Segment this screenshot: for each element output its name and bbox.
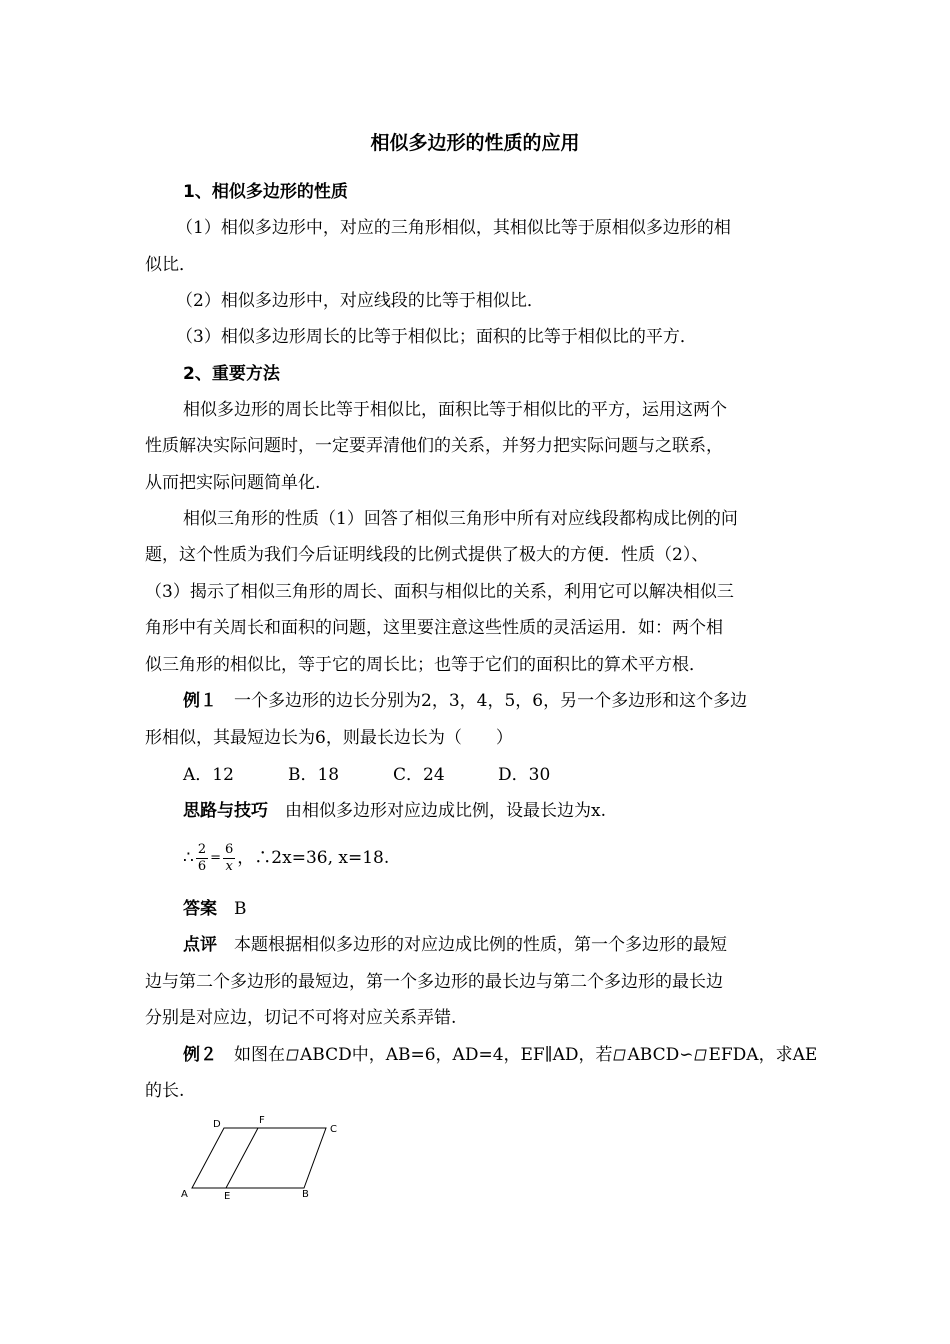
parallelogram-symbol-icon xyxy=(286,1049,299,1061)
property-2: （2）相似多边形中，对应线段的比等于相似比． xyxy=(176,291,544,311)
example1-options xyxy=(183,763,603,787)
segment-ef xyxy=(226,1128,258,1188)
property-1-line2: 似比． xyxy=(145,255,196,275)
example2-line1: 例２ 如图在 ABCD中，AB=6，AD=4，EF∥AD，若 ABCD∽ EFDA，求AE xyxy=(183,1045,818,1065)
method-para1-line1: 相似多边形的周长比等于相似比，面积比等于相似比的平方，运用这两个 xyxy=(183,400,727,420)
hint-label: 思路与技巧 xyxy=(183,801,268,821)
parallelogram-figure xyxy=(170,1108,360,1208)
comment-text: 本题根据相似多边形的对应边成比例的性质，第一个多边形的最短 xyxy=(217,935,727,955)
page-title: 相似多边形的性质的应用 xyxy=(370,132,580,154)
answer-value: B xyxy=(217,899,247,919)
method-para1-line3: 从而把实际问题简单化. xyxy=(145,473,321,493)
property-1-line1: （1）相似多边形中，对应的三角形相似，其相似比等于原相似多边形的相 xyxy=(176,218,731,238)
section1-heading: 1、相似多边形的性质 xyxy=(183,182,348,202)
method-para1-line2: 性质解决实际问题时，一定要弄清他们的关系，并努力把实际问题与之联系， xyxy=(145,436,723,456)
section2-heading: 2、重要方法 xyxy=(183,364,280,384)
solution-text: ，∴2x=36, x=18. xyxy=(237,848,390,868)
label-b: B xyxy=(302,1189,309,1200)
therefore-symbol: ∴ xyxy=(183,848,194,868)
method-para2-line1: 相似三角形的性质（1）回答了相似三角形中所有对应线段都构成比例的问 xyxy=(183,509,738,529)
fraction-2-over-6: $\frac{2}{6}$ xyxy=(197,842,207,874)
example1-line1 xyxy=(183,689,747,713)
example1-comment-line3: 分别是对应边，切记不可将对应关系弄错. xyxy=(145,1008,457,1028)
method-para2-line2: 题，这个性质为我们今后证明线段的比例式提供了极大的方便．性质（2）、 xyxy=(145,545,709,565)
method-para2-line4: 角形中有关周长和面积的问题，这里要注意这些性质的灵活运用．如：两个相 xyxy=(145,618,723,638)
option-a: A．12 xyxy=(183,765,234,785)
example1-label: 例１ xyxy=(183,691,217,711)
hint-text: 由相似多边形对应边成比例，设最长边为x. xyxy=(268,801,606,821)
property-3: （3）相似多边形周长的比等于相似比；面积的比等于相似比的平方． xyxy=(176,327,697,347)
example1-comment-line1 xyxy=(183,933,727,957)
label-f: F xyxy=(259,1115,265,1126)
option-c: C．24 xyxy=(393,765,445,785)
equals-sign: = xyxy=(210,850,222,866)
example1-line2: 形相似，其最短边长为6，则最长边长为（ ） xyxy=(145,728,513,748)
method-para2-line3: （3）揭示了相似三角形的周长、面积与相似比的关系，利用它可以解决相似三 xyxy=(145,582,734,602)
method-para2-line5: 似三角形的相似比，等于它的周长比；也等于它们的面积比的算术平方根． xyxy=(145,655,706,675)
option-d: D．30 xyxy=(498,765,551,785)
label-c: C xyxy=(330,1124,337,1135)
label-e: E xyxy=(224,1191,231,1202)
example1-solution xyxy=(183,838,389,879)
example2-label: 例２ xyxy=(183,1045,217,1065)
fraction-6-over-x: $\frac{6}{x}$ xyxy=(225,842,234,874)
comment-label: 点评 xyxy=(183,935,217,955)
parallelogram-abcd xyxy=(192,1128,326,1188)
example1-comment-line2: 边与第二个多边形的最短边，第一个多边形的最长边与第二个多边形的最长边 xyxy=(145,972,723,992)
example2-line2: 的长. xyxy=(145,1081,185,1101)
option-b: B．18 xyxy=(288,765,340,785)
answer-label: 答案 xyxy=(183,899,217,919)
parallelogram-symbol-icon xyxy=(613,1049,626,1061)
parallelogram-symbol-icon xyxy=(694,1049,707,1061)
example1-text: 一个多边形的边长分别为2，3，4，5，6，另一个多边形和这个多边 xyxy=(217,691,748,711)
label-d: D xyxy=(213,1119,221,1130)
label-a: A xyxy=(181,1189,188,1200)
example1-answer xyxy=(183,897,247,921)
example1-hint xyxy=(183,799,606,823)
